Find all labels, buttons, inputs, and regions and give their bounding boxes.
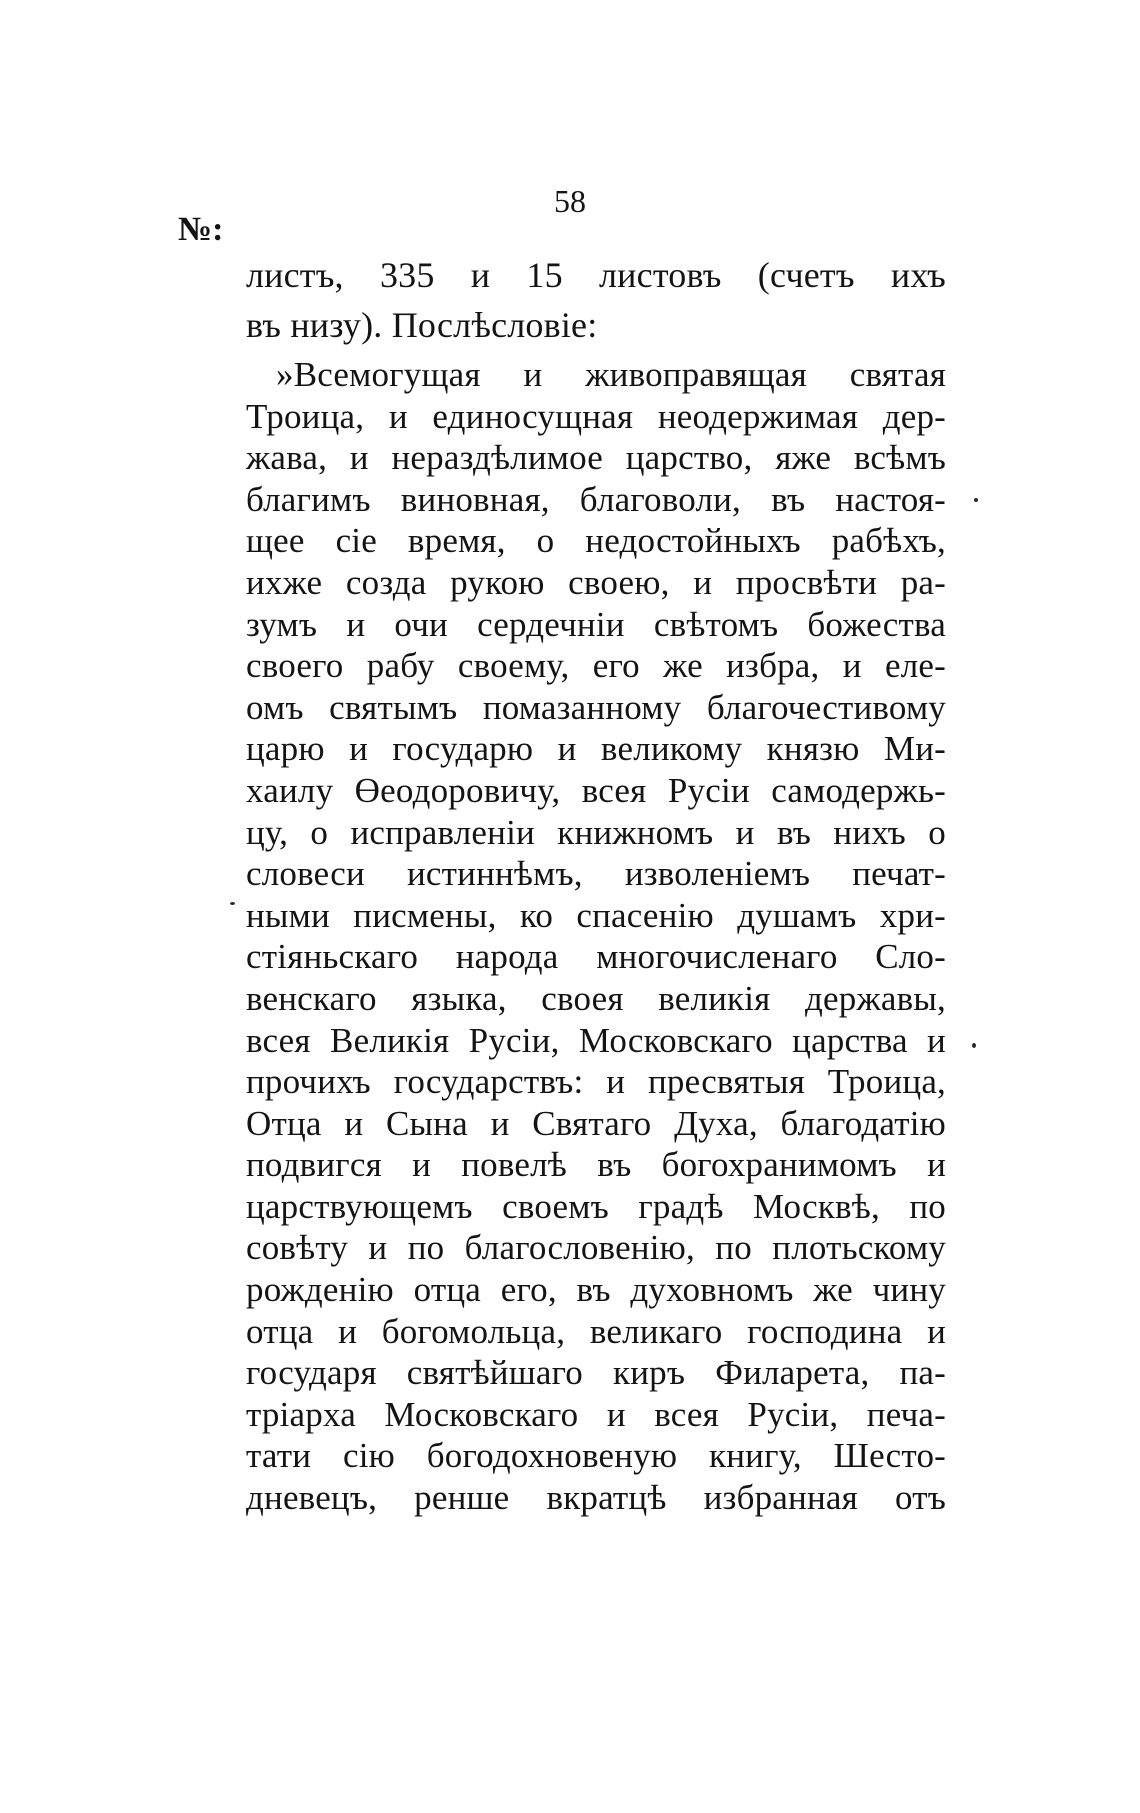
text-line: прочихъ государствъ: и пресвятыя Троица,	[246, 1062, 946, 1102]
text-line: тати сію богодохновеную книгу, Шесто-	[246, 1436, 946, 1476]
text-line: царю и государю и великому князю Ми-	[246, 729, 946, 769]
ink-speck	[974, 498, 978, 502]
text-line: щее сіе время, о недостойныхъ рабѣхъ,	[246, 521, 946, 561]
text-line: дневецъ, ренше вкратцѣ избранная отъ	[246, 1478, 946, 1518]
text-line: своего рабу своему, его же избра, и еле-	[246, 646, 946, 686]
text-line: совѣту и по благословенію, по плотьскому	[246, 1228, 946, 1268]
text-line: венскаго языка, своея великія державы,	[246, 978, 946, 1018]
text-line: государя святѣйшаго киръ Филарета, па-	[246, 1353, 946, 1393]
text-line: отца и богомольца, великаго господина и	[246, 1311, 946, 1351]
text-line: въ низу). Послѣсловіе:	[246, 305, 598, 345]
text-line: царствующемъ своемъ градѣ Москвѣ, по	[246, 1186, 946, 1226]
text-line: зумъ и очи сердечніи свѣтомъ божества	[246, 604, 946, 644]
ink-speck	[972, 1043, 976, 1048]
body-text	[246, 250, 946, 1519]
text-line: листъ, 335 и 15 листовъ (счетъ ихъ	[246, 255, 946, 295]
text-line: омъ святымъ помазанному благочестивому	[246, 687, 946, 727]
text-line: подвигся и повелѣ въ богохранимомъ и	[246, 1145, 946, 1185]
ink-speck	[230, 902, 235, 905]
entry-number-marker: №:	[178, 211, 224, 248]
quote-first-line: »Всемогущая и живоправящая святая	[276, 355, 946, 394]
text-line: благимъ виновная, благоволи, въ настоя-	[246, 479, 946, 519]
text-line: словеси истиннѣмъ, изволеніемъ печат-	[246, 854, 946, 894]
text-line: жава, и нераздѣлимое царство, яже всѣмъ	[246, 438, 946, 478]
text-line: стіяньскаго народа многочисленаго Сло-	[246, 937, 946, 977]
text-line: ихже созда рукою своею, и просвѣти ра-	[246, 562, 946, 602]
text-line: цу, о исправленіи книжномъ и въ нихъ о	[246, 812, 946, 852]
page-number: 58	[554, 183, 586, 219]
text-line: рожденію отца его, въ духовномъ же чину	[246, 1270, 946, 1310]
text-line: Отца и Сына и Святаго Духа, благодатію	[246, 1103, 946, 1143]
text-line: тріарха Московскаго и всея Русіи, печа-	[246, 1394, 946, 1434]
text-line: всея Великія Русіи, Московскаго царства и	[246, 1020, 946, 1060]
text-line: хаилу Өеодоровичу, всея Русіи самодержь-	[246, 770, 946, 810]
text-line: Троица, и единосущная неодержимая дер-	[246, 396, 946, 436]
text-line: ными писмены, ко спасенію душамъ хри-	[246, 895, 946, 935]
